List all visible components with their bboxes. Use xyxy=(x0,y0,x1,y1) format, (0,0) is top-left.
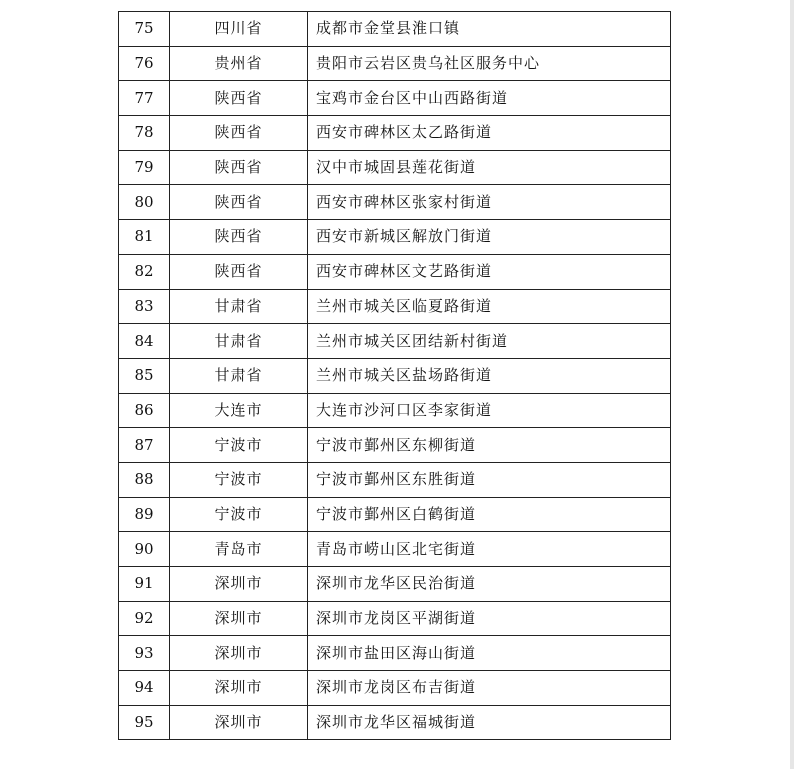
row-number: 91 xyxy=(119,567,170,602)
row-province: 深圳市 xyxy=(170,567,308,602)
row-unit-name: 西安市碑林区张家村街道 xyxy=(308,185,671,220)
row-number: 87 xyxy=(119,428,170,463)
row-number: 81 xyxy=(119,220,170,255)
row-unit-name: 兰州市城关区临夏路街道 xyxy=(308,289,671,324)
row-province: 深圳市 xyxy=(170,671,308,706)
row-unit-name: 成都市金堂县淮口镇 xyxy=(308,12,671,47)
row-number: 77 xyxy=(119,81,170,116)
row-province: 四川省 xyxy=(170,12,308,47)
row-number: 94 xyxy=(119,671,170,706)
row-province: 深圳市 xyxy=(170,705,308,740)
row-province: 陕西省 xyxy=(170,254,308,289)
row-unit-name: 兰州市城关区盐场路街道 xyxy=(308,358,671,393)
row-unit-name: 深圳市龙岗区平湖街道 xyxy=(308,601,671,636)
row-number: 84 xyxy=(119,324,170,359)
table-body xyxy=(119,12,671,740)
row-number: 89 xyxy=(119,497,170,532)
table-row xyxy=(119,532,671,567)
table-row xyxy=(119,567,671,602)
row-unit-name: 宁波市鄞州区东胜街道 xyxy=(308,462,671,497)
row-province: 深圳市 xyxy=(170,636,308,671)
row-number: 80 xyxy=(119,185,170,220)
table-row xyxy=(119,358,671,393)
row-unit-name: 宁波市鄞州区白鹤街道 xyxy=(308,497,671,532)
row-unit-name: 西安市新城区解放门街道 xyxy=(308,220,671,255)
row-unit-name: 宁波市鄞州区东柳街道 xyxy=(308,428,671,463)
row-unit-name: 青岛市崂山区北宅街道 xyxy=(308,532,671,567)
table-row xyxy=(119,636,671,671)
row-province: 宁波市 xyxy=(170,428,308,463)
table-row xyxy=(119,324,671,359)
row-province: 甘肃省 xyxy=(170,324,308,359)
row-province: 陕西省 xyxy=(170,220,308,255)
row-province: 宁波市 xyxy=(170,497,308,532)
row-number: 92 xyxy=(119,601,170,636)
row-unit-name: 宝鸡市金台区中山西路街道 xyxy=(308,81,671,116)
table-row xyxy=(119,81,671,116)
row-province: 甘肃省 xyxy=(170,358,308,393)
row-province: 贵州省 xyxy=(170,46,308,81)
table-row xyxy=(119,116,671,151)
row-number: 75 xyxy=(119,12,170,47)
table-row xyxy=(119,220,671,255)
row-unit-name: 深圳市龙华区民治街道 xyxy=(308,567,671,602)
row-province: 深圳市 xyxy=(170,601,308,636)
table-row xyxy=(119,428,671,463)
table-row xyxy=(119,46,671,81)
table-row xyxy=(119,185,671,220)
row-province: 大连市 xyxy=(170,393,308,428)
table-row xyxy=(119,497,671,532)
table-row xyxy=(119,289,671,324)
table-row xyxy=(119,671,671,706)
row-province: 陕西省 xyxy=(170,150,308,185)
row-number: 95 xyxy=(119,705,170,740)
table-row xyxy=(119,601,671,636)
table-row xyxy=(119,462,671,497)
table-row xyxy=(119,705,671,740)
table-row xyxy=(119,393,671,428)
row-province: 陕西省 xyxy=(170,185,308,220)
list-table xyxy=(118,11,671,740)
row-unit-name: 汉中市城固县莲花街道 xyxy=(308,150,671,185)
row-province: 青岛市 xyxy=(170,532,308,567)
row-number: 76 xyxy=(119,46,170,81)
row-number: 83 xyxy=(119,289,170,324)
row-province: 陕西省 xyxy=(170,116,308,151)
row-province: 宁波市 xyxy=(170,462,308,497)
row-number: 79 xyxy=(119,150,170,185)
row-unit-name: 大连市沙河口区李家街道 xyxy=(308,393,671,428)
row-province: 陕西省 xyxy=(170,81,308,116)
row-number: 82 xyxy=(119,254,170,289)
row-number: 86 xyxy=(119,393,170,428)
row-unit-name: 深圳市盐田区海山街道 xyxy=(308,636,671,671)
row-number: 78 xyxy=(119,116,170,151)
table-row xyxy=(119,150,671,185)
row-number: 88 xyxy=(119,462,170,497)
table-row xyxy=(119,254,671,289)
row-unit-name: 深圳市龙华区福城街道 xyxy=(308,705,671,740)
row-number: 93 xyxy=(119,636,170,671)
row-province: 甘肃省 xyxy=(170,289,308,324)
row-number: 85 xyxy=(119,358,170,393)
page-edge xyxy=(790,0,794,769)
row-unit-name: 兰州市城关区团结新村街道 xyxy=(308,324,671,359)
row-unit-name: 西安市碑林区文艺路街道 xyxy=(308,254,671,289)
table-row xyxy=(119,12,671,47)
row-number: 90 xyxy=(119,532,170,567)
row-unit-name: 西安市碑林区太乙路街道 xyxy=(308,116,671,151)
row-unit-name: 深圳市龙岗区布吉街道 xyxy=(308,671,671,706)
row-unit-name: 贵阳市云岩区贵乌社区服务中心 xyxy=(308,46,671,81)
